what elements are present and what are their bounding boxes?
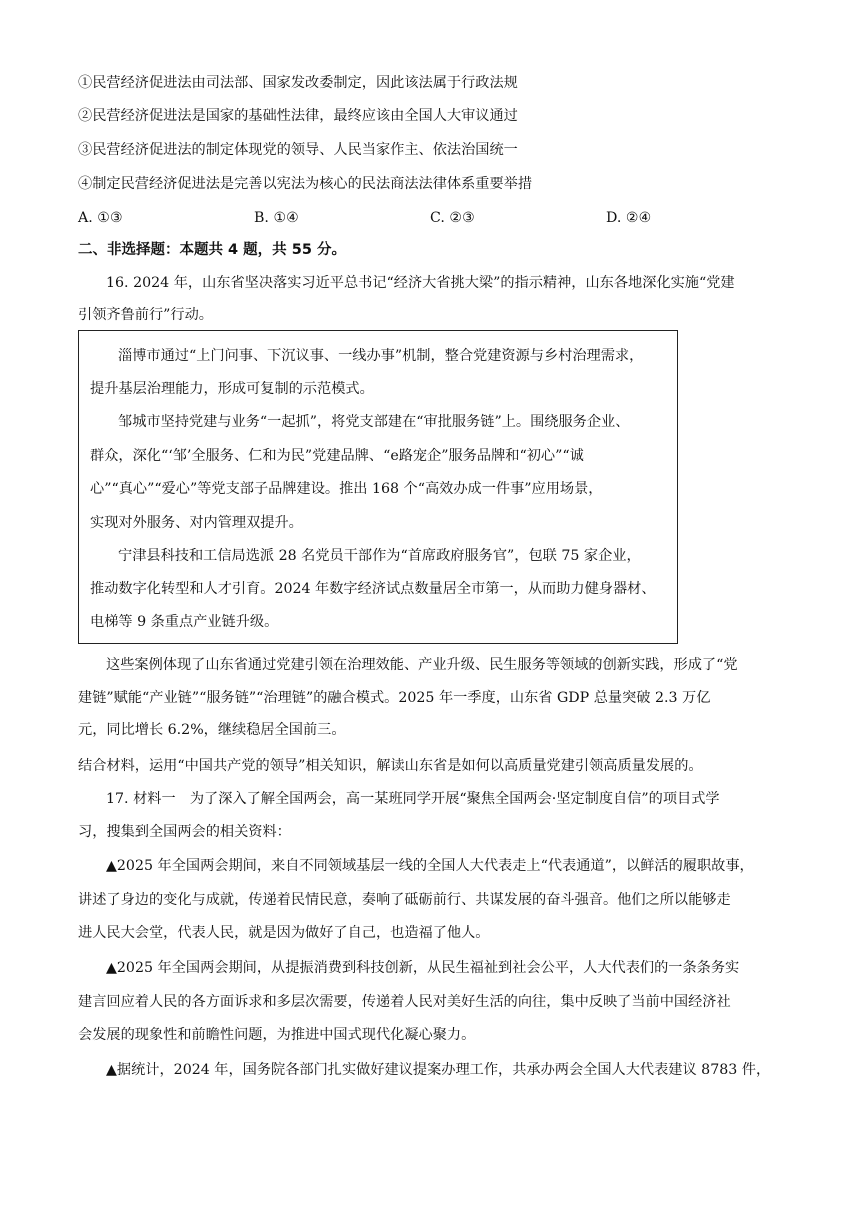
q17-paragraph-2-line: 会发展的现象性和前瞻性问题，为推进中国式现代化凝心聚力。 [78,1027,476,1043]
statement-3: ③民营经济促进法的制定体现党的领导、人民当家作主、依法治国统一 [78,142,518,158]
box-line: 邹城市坚持党建与业务“一起抓”，将党支部建在“审批服务链”上。围绕服务企业、 [118,414,630,430]
q17-paragraph-2-line: ▲2025 年全国两会期间，从提振消费到科技创新，从民生福祉到社会公平，人大代表们的一条条务实 [106,960,740,976]
q16-question: 结合材料，运用“中国共产党的领导”相关知识，解读山东省是如何以高质量党建引领高质量发展的。 [78,758,703,774]
q17-paragraph-1-line: 进人民大会堂，代表人民，就是因为做好了自己，也造福了他人。 [78,925,490,941]
q17-paragraph-2-line: 建言回应着人民的各方面诉求和多层次需要，传递着人民对美好生活的向往，集中反映了当前中国经济社 [78,994,731,1010]
option-c: C. ②③ [430,210,475,226]
q17-intro-line-1: 17. 材料一 为了深入了解全国两会，高一某班同学开展“聚焦全国两会·坚定制度自信”的项目式学 [106,791,720,807]
statement-4: ④制定民营经济促进法是完善以宪法为核心的民法商法法律体系重要举措 [78,176,533,192]
q17-paragraph-1-line: 讲述了身边的变化与成就，传递着民情民意，奏响了砥砺前行、共谋发展的奋斗强音。他们之所以能够走 [78,892,731,908]
q16-intro-line-2: 引领齐鲁前行”行动。 [78,307,213,323]
box-line: 群众，深化“‘邹’全服务、仁和为民”党建品牌、“e路宠企”服务品牌和“初心”“诚 [90,448,584,464]
box-line: 心”“真心”“爱心”等党支部子品牌建设。推出 168 个“高效办成一件事”应用场景， [90,481,603,497]
statement-1: ①民营经济促进法由司法部、国家发改委制定，因此该法属于行政法规 [78,75,518,91]
box-line: 淄博市通过“上门问事、下沉议事、一线办事”机制，整合党建资源与乡村治理需求， [118,348,644,364]
box-line: 电梯等 9 条重点产业链升级。 [90,614,279,630]
q16-summary-line-2: 建链”赋能“产业链”“服务链”“治理链”的融合模式。2025 年一季度，山东省 GDP 总量突破 2.3 万亿 [78,690,711,706]
box-line: 提升基层治理能力，形成可复制的示范模式。 [90,381,374,397]
q16-summary-line-1: 这些案例体现了山东省通过党建引领在治理效能、产业升级、民生服务等领域的创新实践，形成了“党 [106,657,738,673]
section-heading: 二、非选择题：本题共 4 题，共 55 分。 [78,242,346,258]
q16-summary-line-3: 元，同比增长 6.2%，继续稳居全国前三。 [78,722,346,738]
statement-2: ②民营经济促进法是国家的基础性法律，最终应该由全国人大审议通过 [78,108,518,124]
q16-intro-line-1: 16. 2024 年，山东省坚决落实习近平总书记“经济大省挑大梁”的指示精神，山东各地深化实施“党建 [106,275,735,291]
option-d: D. ②④ [606,210,652,226]
box-line: 推动数字化转型和人才引育。2024 年数字经济试点数量居全市第一，从而助力健身器材、 [90,581,656,597]
q17-paragraph-1-line: ▲2025 年全国两会期间，来自不同领域基层一线的全国人大代表走上“代表通道”，以鲜活的履职故事， [106,858,754,874]
box-line: 实现对外服务、对内管理双提升。 [90,515,303,531]
q17-intro-line-2: 习，搜集到全国两会的相关资料： [78,824,291,840]
option-a: A. ①③ [78,210,123,226]
option-b: B. ①④ [254,210,299,226]
box-line: 宁津县科技和工信局选派 28 名党员干部作为“首席政府服务官”，包联 75 家企业， [118,548,641,564]
material-box [78,330,678,644]
q17-paragraph-3-line: ▲据统计，2024 年，国务院各部门扎实做好建议提案办理工作，共承办两会全国人大代表建议 8783 件， [106,1062,771,1078]
